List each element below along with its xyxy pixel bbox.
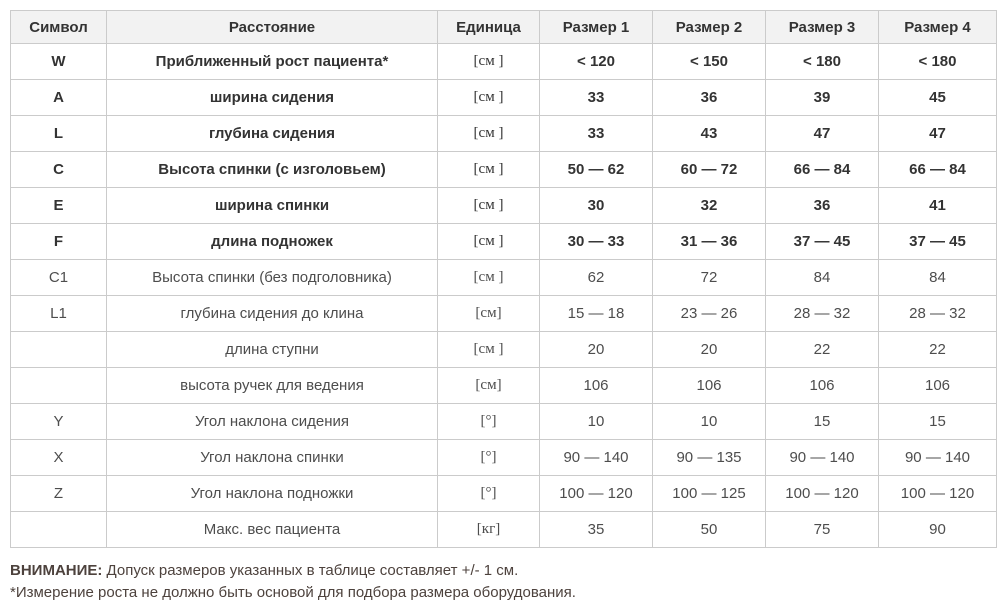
unit-cell: [кг] xyxy=(438,512,540,548)
table-row xyxy=(11,404,997,440)
table-row xyxy=(11,440,997,476)
table-body xyxy=(11,44,997,548)
column-header-3: Размер 1 xyxy=(540,11,653,44)
table-row xyxy=(11,512,997,548)
distance-cell: Высота спинки (с изголовьем) xyxy=(107,152,438,188)
unit-cell: [см ] xyxy=(438,116,540,152)
size-value-cell: 41 xyxy=(879,188,997,224)
warning-text: Допуск размеров указанных в таблице составляет +/- 1 см. xyxy=(102,562,519,579)
size-value-cell: 22 xyxy=(766,332,879,368)
footer-notes xyxy=(10,560,996,604)
size-value-cell: 45 xyxy=(879,80,997,116)
size-spec-table xyxy=(10,10,997,548)
unit-cell: [°] xyxy=(438,476,540,512)
table-row xyxy=(11,332,997,368)
symbol-cell: L xyxy=(11,116,107,152)
distance-cell: ширина спинки xyxy=(107,188,438,224)
size-value-cell: 31 — 36 xyxy=(653,224,766,260)
warning-line xyxy=(10,560,996,582)
distance-cell: Угол наклона сидения xyxy=(107,404,438,440)
distance-cell: Высота спинки (без подголовника) xyxy=(107,260,438,296)
size-value-cell: 32 xyxy=(653,188,766,224)
size-value-cell: 106 xyxy=(540,368,653,404)
size-value-cell: 15 xyxy=(766,404,879,440)
table-row xyxy=(11,44,997,80)
distance-cell: глубина сидения xyxy=(107,116,438,152)
symbol-cell: F xyxy=(11,224,107,260)
symbol-cell: Y xyxy=(11,404,107,440)
size-value-cell: 33 xyxy=(540,80,653,116)
table-row xyxy=(11,116,997,152)
unit-cell: [°] xyxy=(438,404,540,440)
column-header-6: Размер 4 xyxy=(879,11,997,44)
size-value-cell: 20 xyxy=(540,332,653,368)
unit-cell: [см] xyxy=(438,296,540,332)
table-row xyxy=(11,296,997,332)
column-header-4: Размер 2 xyxy=(653,11,766,44)
column-header-1: Расстояние xyxy=(107,11,438,44)
symbol-cell xyxy=(11,368,107,404)
size-value-cell: 50 — 62 xyxy=(540,152,653,188)
size-value-cell: 36 xyxy=(653,80,766,116)
column-header-0: Символ xyxy=(11,11,107,44)
size-value-cell: 100 — 120 xyxy=(879,476,997,512)
distance-cell: Приближенный рост пациента* xyxy=(107,44,438,80)
size-value-cell: 47 xyxy=(766,116,879,152)
table-row xyxy=(11,260,997,296)
size-value-cell: 33 xyxy=(540,116,653,152)
size-value-cell: < 180 xyxy=(879,44,997,80)
size-value-cell: 106 xyxy=(653,368,766,404)
symbol-cell: X xyxy=(11,440,107,476)
size-value-cell: 60 — 72 xyxy=(653,152,766,188)
unit-cell: [см] xyxy=(438,368,540,404)
size-value-cell: 50 xyxy=(653,512,766,548)
unit-cell: [см ] xyxy=(438,80,540,116)
distance-cell: длина ступни xyxy=(107,332,438,368)
size-value-cell: 100 — 120 xyxy=(766,476,879,512)
symbol-cell: L1 xyxy=(11,296,107,332)
size-value-cell: 30 — 33 xyxy=(540,224,653,260)
size-value-cell: 36 xyxy=(766,188,879,224)
unit-cell: [см ] xyxy=(438,332,540,368)
symbol-cell: C1 xyxy=(11,260,107,296)
size-value-cell: 66 — 84 xyxy=(766,152,879,188)
size-value-cell: 39 xyxy=(766,80,879,116)
unit-cell: [см ] xyxy=(438,44,540,80)
size-value-cell: 43 xyxy=(653,116,766,152)
size-value-cell: 22 xyxy=(879,332,997,368)
distance-cell: глубина сидения до клина xyxy=(107,296,438,332)
size-value-cell: 100 — 120 xyxy=(540,476,653,512)
table-row xyxy=(11,368,997,404)
size-value-cell: 66 — 84 xyxy=(879,152,997,188)
size-value-cell: 90 — 135 xyxy=(653,440,766,476)
size-value-cell: 75 xyxy=(766,512,879,548)
size-value-cell: 62 xyxy=(540,260,653,296)
symbol-cell: A xyxy=(11,80,107,116)
symbol-cell xyxy=(11,512,107,548)
size-value-cell: 23 — 26 xyxy=(653,296,766,332)
size-value-cell: 90 xyxy=(879,512,997,548)
column-header-2: Единица xyxy=(438,11,540,44)
table-row xyxy=(11,188,997,224)
symbol-cell: Z xyxy=(11,476,107,512)
symbol-cell xyxy=(11,332,107,368)
unit-cell: [см ] xyxy=(438,152,540,188)
column-header-5: Размер 3 xyxy=(766,11,879,44)
table-row xyxy=(11,224,997,260)
size-value-cell: < 120 xyxy=(540,44,653,80)
size-value-cell: 15 xyxy=(879,404,997,440)
size-value-cell: 106 xyxy=(766,368,879,404)
size-value-cell: 20 xyxy=(653,332,766,368)
table-row xyxy=(11,476,997,512)
size-value-cell: 84 xyxy=(879,260,997,296)
distance-cell: высота ручек для ведения xyxy=(107,368,438,404)
size-value-cell: < 180 xyxy=(766,44,879,80)
distance-cell: Макс. вес пациента xyxy=(107,512,438,548)
size-value-cell: 28 — 32 xyxy=(879,296,997,332)
size-value-cell: 37 — 45 xyxy=(766,224,879,260)
distance-cell: длина подножек xyxy=(107,224,438,260)
distance-cell: Угол наклона подножки xyxy=(107,476,438,512)
size-value-cell: 47 xyxy=(879,116,997,152)
size-value-cell: 72 xyxy=(653,260,766,296)
distance-cell: ширина сидения xyxy=(107,80,438,116)
table-row xyxy=(11,80,997,116)
size-value-cell: 90 — 140 xyxy=(879,440,997,476)
size-value-cell: 106 xyxy=(879,368,997,404)
symbol-cell: E xyxy=(11,188,107,224)
symbol-cell: W xyxy=(11,44,107,80)
size-value-cell: 37 — 45 xyxy=(879,224,997,260)
table-header-row xyxy=(11,11,997,44)
size-value-cell: 90 — 140 xyxy=(540,440,653,476)
unit-cell: [см ] xyxy=(438,188,540,224)
unit-cell: [°] xyxy=(438,440,540,476)
unit-cell: [см ] xyxy=(438,224,540,260)
unit-cell: [см ] xyxy=(438,260,540,296)
size-value-cell: 35 xyxy=(540,512,653,548)
size-value-cell: 90 — 140 xyxy=(766,440,879,476)
size-value-cell: 30 xyxy=(540,188,653,224)
size-value-cell: 10 xyxy=(653,404,766,440)
size-value-cell: 10 xyxy=(540,404,653,440)
symbol-cell: C xyxy=(11,152,107,188)
size-value-cell: < 150 xyxy=(653,44,766,80)
size-value-cell: 15 — 18 xyxy=(540,296,653,332)
size-value-cell: 100 — 125 xyxy=(653,476,766,512)
distance-cell: Угол наклона спинки xyxy=(107,440,438,476)
table-row xyxy=(11,152,997,188)
footnote-line: *Измерение роста не должно быть основой для подбора размера оборудования. xyxy=(10,583,576,601)
warning-label: ВНИМАНИЕ: xyxy=(10,562,103,579)
size-value-cell: 84 xyxy=(766,260,879,296)
size-value-cell: 28 — 32 xyxy=(766,296,879,332)
